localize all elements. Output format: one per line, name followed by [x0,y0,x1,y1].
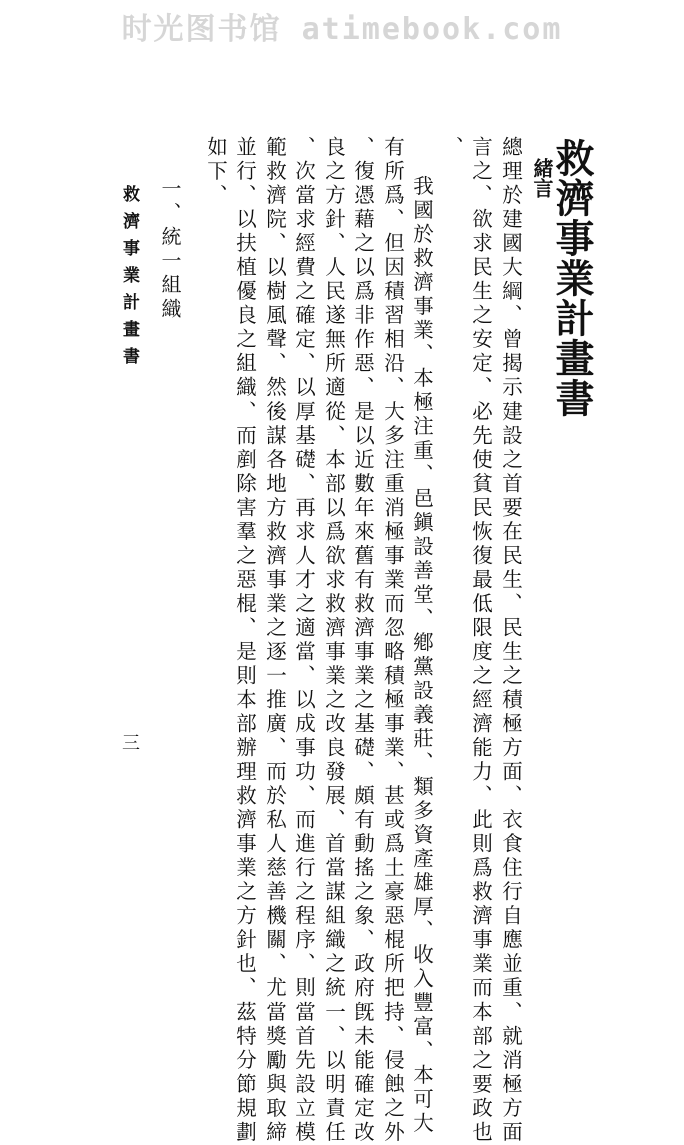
running-head: 救濟事業計畫書 [119,185,139,374]
body-line: 有所爲、但因積習相沿、大多注重消極事業而忽略積極事業、甚或爲土豪惡棍所把持、侵蝕之外 [380,136,405,1145]
section-title: 一、統一組織 [158,178,182,322]
body-line: 我國於救濟事業、本極注重、邑鎭設善堂、鄕黨設義莊、類多資產雄厚、收入豐富、本可大 [409,175,434,1136]
body-line: 、次當求經費之確定、以厚基礎、再求人才之適當、以成事功、而進行之程序、則當首先設立模 [291,136,316,1145]
body-line: 、復憑藉之以爲非作惡、是以近數年來舊有救濟事業之基礎、頗有動搖之象、政府旣未能確定改 [350,136,375,1145]
watermark: 时光图书馆 atimebook.com [121,12,563,47]
page-number: 三 [119,733,140,751]
body-line: 如下、 [203,136,228,209]
body-line: 並行、以扶植優良之組織、而剷除害羣之惡棍、是則本部辦理救濟事業之方針也、茲特分節規劃 [232,136,257,1145]
body-line: 總理於建國大綱、曾揭示建設之首要在民生、民生之積極方面、衣食住行自應並重、就消極方面 [498,136,523,1145]
body-line: 範救濟院、以樹風聲、然後謀各地方救濟事業之逐一推廣、而於私人慈善機關、尤當獎勵與取締 [262,136,287,1145]
body-line: 言之、欲求民生之安定、必先使貧民恢復最低限度之經濟能力、此則爲救濟事業而本部之要政也 [468,136,493,1145]
body-line: 良之方針、人民遂無所適從、本部以爲欲求救濟事業之改良發展、首當謀組織之統一、以明責任 [321,136,346,1145]
document-title: 救濟事業計畫書 [549,138,595,418]
section-heading-introduction: 緒言 [530,158,554,198]
body-line: 、 [439,136,464,161]
